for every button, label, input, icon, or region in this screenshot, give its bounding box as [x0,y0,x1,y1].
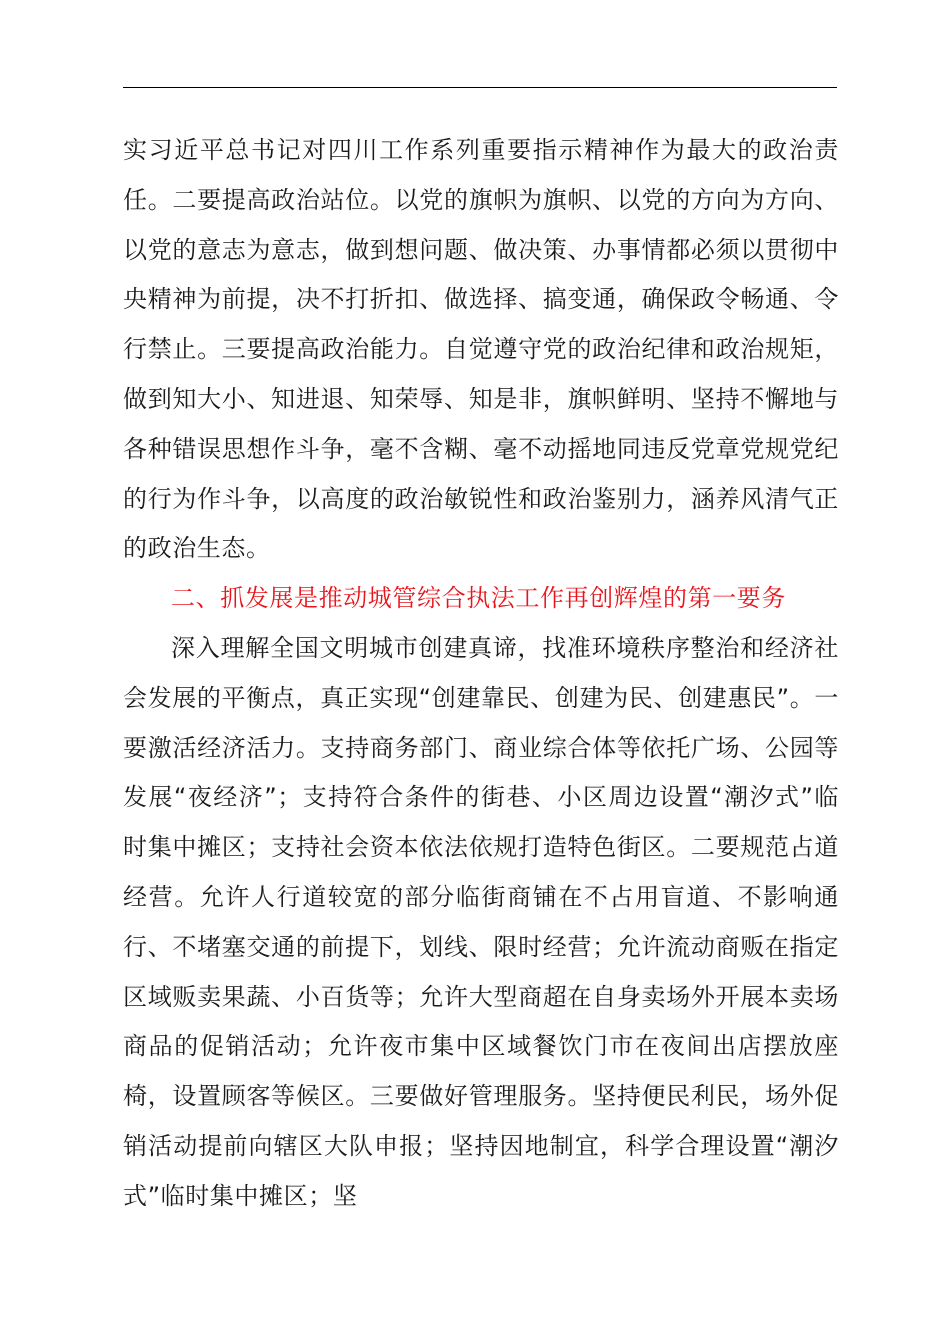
document-body [123,126,839,1222]
section-heading: 二、抓发展是推动城管综合执法工作再创辉煌的第一要务 [171,584,786,613]
paragraph-continuation: 实习近平总书记对四川工作系列重要指示精神作为最大的政治责任。二要提高政治站位。以党的旗帜为旗帜、以党的方向为方向、以党的意志为意志，做到想问题、做决策、办事情都必须以贯彻中央精神为前提，决不打折扣、做选择、搞变通，确保政令畅通、令行禁止。三要提高政治能力。自觉遵守党的政治纪律和政治规矩，做到知大小、知进退、知荣辱、知是非，旗帜鲜明、坚持不懈地与各种错误思想作斗争，毫不含糊、毫不动摇地同违反党章党规党纪的行为作斗争，以高度的政治敏锐性和政治鉴别力，涵养风清气正的政治生态。 [123,136,839,563]
paragraph-section-two: 深入理解全国文明城市创建真谛，找准环境秩序整治和经济社会发展的平衡点，真正实现“创建靠民、创建为民、创建惠民”。一要激活经济活力。支持商务部门、商业综合体等依托广场、公园等发展“夜经济”；支持符合条件的街巷、小区周边设置“潮汐式”临时集中摊区；支持社会资本依法依规打造特色街区。二要规范占道经营。允许人行道较宽的部分临街商铺在不占用盲道、不影响通行、不堵塞交通的前提下，划线、限时经营；允许流动商贩在指定区域贩卖果蔬、小百货等；允许大型商超在自身卖场外开展本卖场商品的促销活动；允许夜市集中区域餐饮门市在夜间出店摆放座椅，设置顾客等候区。三要做好管理服务。坚持便民利民，场外促销活动提前向辖区大队申报；坚持因地制宜，科学合理设置“潮汐式”临时集中摊区；坚 [123,633,839,1210]
header-rule [123,87,837,88]
